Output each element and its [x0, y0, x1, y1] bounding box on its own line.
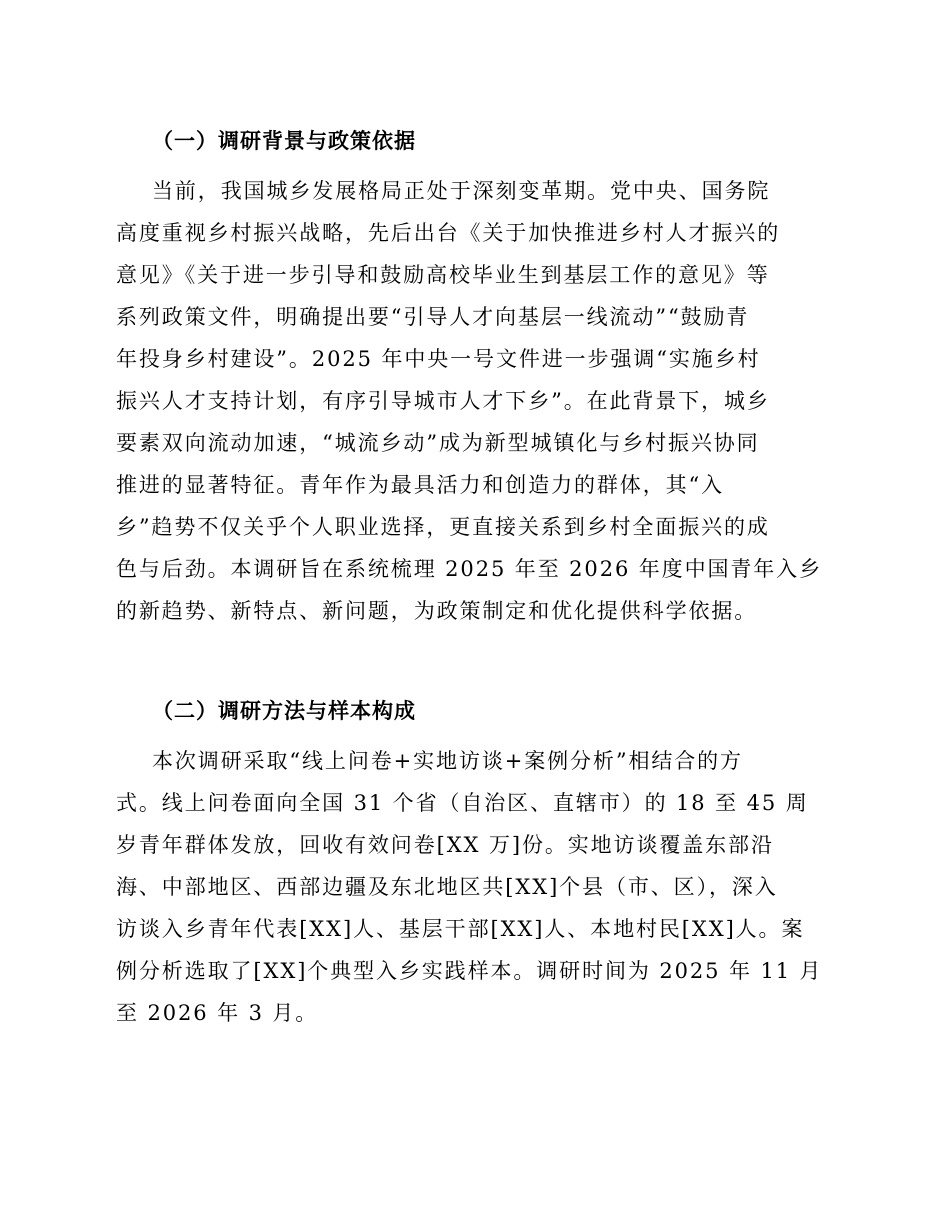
- paragraph-line: 乡”趋势不仅关乎个人职业选择，更直接关系到乡村全面振兴的成: [116, 515, 770, 539]
- paragraph-line: 意见》《关于进一步引导和鼓励高校毕业生到基层工作的意见》等: [116, 263, 770, 287]
- paragraph-line: 色与后劲。本调研旨在系统梳理 2025 年至 2026 年度中国青年入乡: [116, 557, 822, 581]
- paragraph-line: 海、中部地区、西部边疆及东北地区共[XX]个县（市、区），深入: [116, 875, 778, 899]
- paragraph-line: 高度重视乡村振兴战略，先后出台《关于加快推进乡村人才振兴的: [116, 221, 781, 245]
- paragraph-line: 推进的显著特征。青年作为最具活力和创造力的群体，其“入: [116, 473, 725, 497]
- paragraph-line: 要素双向流动加速，“城流乡动”成为新型城镇化与乡村振兴协同: [116, 431, 760, 455]
- paragraph-line: 当前，我国城乡发展格局正处于深刻变革期。党中央、国务院: [152, 179, 771, 203]
- paragraph-line: 年投身乡村建设”。2025 年中央一号文件进一步强调“实施乡村: [116, 347, 761, 371]
- paragraph-line: 至 2026 年 3 月。: [116, 1001, 319, 1025]
- paragraph-line: 系列政策文件，明确提出要“引导人才向基层一线流动”“鼓励青: [116, 305, 750, 329]
- paragraph-line: 访谈入乡青年代表[XX]人、基层干部[XX]人、本地村民[XX]人。案: [116, 917, 805, 941]
- paragraph-line: 振兴人才支持计划，有序引导城市人才下乡”。在此背景下，城乡: [116, 389, 770, 413]
- paragraph-line: 岁青年群体发放，回收有效问卷[XX 万]份。实地访谈覆盖东部沿: [116, 833, 774, 857]
- paragraph-line: 本次调研采取“线上问卷+实地访谈+案例分析”相结合的方: [152, 749, 743, 773]
- paragraph-line: 例分析选取了[XX]个典型入乡实践样本。调研时间为 2025 年 11 月: [116, 959, 823, 983]
- section-heading-research-background: （一）调研背景与政策依据: [152, 128, 416, 153]
- paragraph-line: 式。线上问卷面向全国 31 个省（自治区、直辖市）的 18 至 45 周: [116, 791, 809, 815]
- paragraph-line: 的新趋势、新特点、新问题，为政策制定和优化提供科学依据。: [116, 599, 758, 623]
- section-heading-research-methods: （二）调研方法与样本构成: [152, 698, 416, 723]
